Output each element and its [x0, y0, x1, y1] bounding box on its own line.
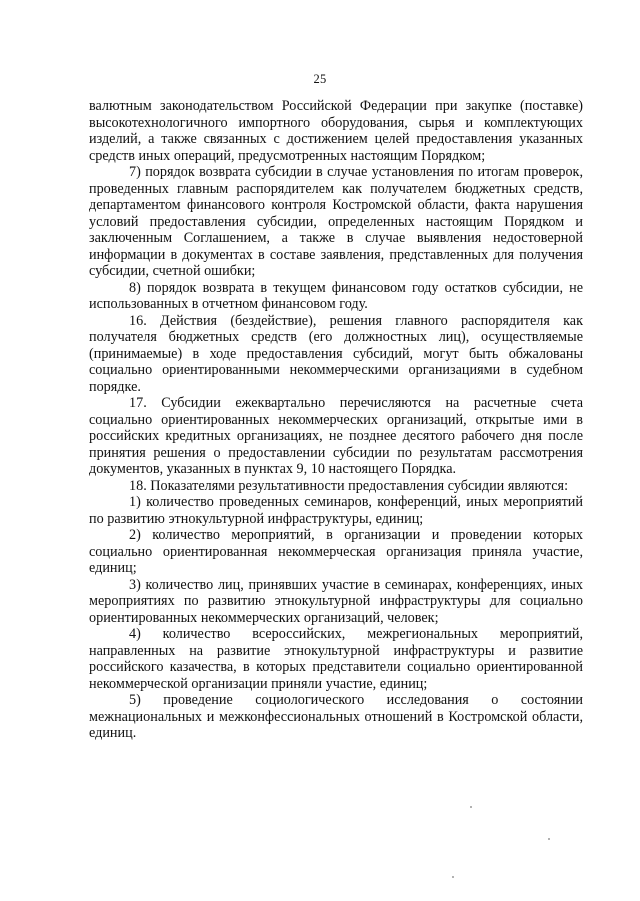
- paragraph-continuation: валютным законодательством Российской Федерации при закупке (поставке) высокотехнологичного импортного оборудования, сырья и комплектующих изделий, а также связанных с достижением целей предоставления указанных средств иных операций, предусмотренных настоящим Порядком;: [89, 98, 583, 164]
- indicator-item-3: 3) количество лиц, принявших участие в семинарах, конференциях, иных мероприятиях по развитию этнокультурной инфраструктуры для социально ориентированных некоммерческих организаций, человек;: [89, 576, 583, 626]
- paragraph-item-7: 7) порядок возврата субсидии в случае установления по итогам проверок, проведенных главным распорядителем как получателем бюджетных средств, департаментом финансового контроля Костромской области, факта нарушения условий предоставления субсидии, определенных настоящим Порядком и заключенным Соглашением, а также в случае выявления недостоверной информации в документах в составе заявления, представленных для получения субсидии, счетной ошибки;: [89, 164, 583, 279]
- scan-speck: [470, 806, 472, 808]
- indicator-item-1: 1) количество проведенных семинаров, конференций, иных мероприятий по развитию этнокультурной инфраструктуры, единиц;: [89, 494, 583, 527]
- paragraph-item-8: 8) порядок возврата в текущем финансовом году остатков субсидии, не использованных в отчетном финансовом году.: [89, 279, 583, 312]
- indicator-item-2: 2) количество мероприятий, в организации и проведении которых социально ориентированная некоммерческая организация приняла участие, единиц;: [89, 527, 583, 576]
- document-body: [89, 98, 583, 742]
- paragraph-clause-16: 16. Действия (бездействие), решения главного распорядителя как получателя бюджетных средств (его должностных лиц), осуществляемые (принимаемые) в ходе предоставления субсидий, могут быть обжалованы социально ориентированными некоммерческими организациями в судебном порядке.: [89, 312, 583, 395]
- paragraph-clause-18: 18. Показателями результативности предоставления субсидии являются:: [129, 477, 569, 494]
- indicator-item-4: 4) количество всероссийских, межрегиональных мероприятий, направленных на развитие этнокультурной инфраструктуры и развитие российского казачества, в которых представители социально ориентированной некоммерческой организации приняли участие, единиц;: [89, 626, 583, 692]
- page-number: 25: [313, 72, 327, 86]
- indicator-item-5: 5) проведение социологического исследования о состоянии межнациональных и межконфессиональных отношений в Костромской области, единиц.: [89, 692, 583, 741]
- paragraph-clause-17: 17. Субсидии ежеквартально перечисляются на расчетные счета социально ориентированных некоммерческих организаций, открытые ими в российских кредитных организациях, не позднее десятого рабочего дня после принятия решения о предоставлении субсидии по результатам рассмотрения документов, указанных в пунктах 9, 10 настоящего Порядка.: [89, 395, 583, 477]
- scan-speck: [548, 838, 550, 840]
- scan-speck: [452, 876, 454, 878]
